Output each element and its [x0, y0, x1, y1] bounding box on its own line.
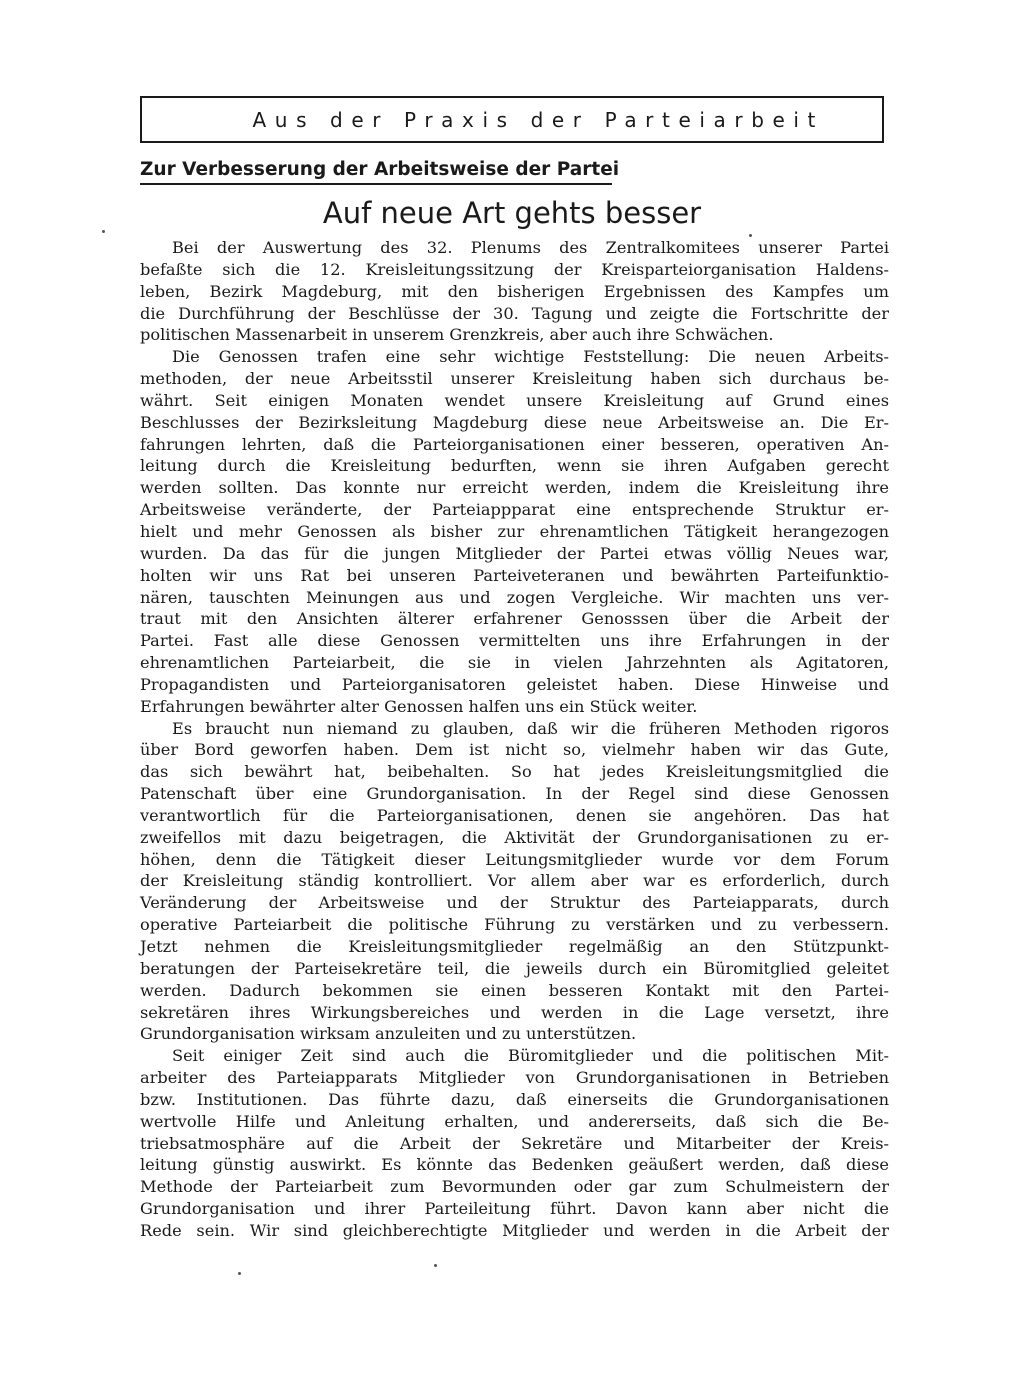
text-line: Methode der Parteiarbeit zum Bevormunden oder gar zum Schulmeistern der [140, 1177, 889, 1197]
text-line: politischen Massenarbeit in unserem Grenzkreis, aber auch ihre Schwächen. [140, 325, 774, 345]
text-line: sekretären ihres Wirkungsbereiches und werden in die Lage versetzt, ihre [140, 1002, 889, 1022]
text-line: Propagandisten und Parteiorganisatoren geleistet haben. Diese Hinweise und [140, 674, 889, 694]
text-line: Veränderung der Arbeitsweise und der Struktur des Parteiapparats, durch [140, 893, 889, 913]
text-line: Beschlusses der Bezirksleitung Magdeburg diese neue Arbeitsweise an. Die Er- [140, 412, 889, 432]
text-line: der Kreisleitung ständig kontrolliert. Vor allem aber war es erforderlich, durch [140, 871, 889, 891]
text-line: Es braucht nun niemand zu glauben, daß wir die früheren Methoden rigoros [172, 718, 889, 738]
text-line: Patenschaft über eine Grundorganisation. In der Regel sind diese Genossen [140, 784, 889, 804]
text-line: Jetzt nehmen die Kreisleitungsmitglieder regelmäßig an den Stützpunkt- [140, 937, 889, 956]
text-line: Erfahrungen bewährter alter Genossen halfen uns ein Stück weiter. [140, 696, 698, 716]
text-line: Grundorganisation wirksam anzuleiten und zu unterstützen. [140, 1024, 637, 1044]
text-line: Bei der Auswertung des 32. Plenums des Zentralkomitees unserer Partei [172, 238, 889, 257]
text-line: Seit einiger Zeit sind auch die Büromitglieder und die politischen Mit- [172, 1046, 889, 1066]
series-title: Zur Verbesserung der Arbeitsweise der Partei [140, 157, 612, 185]
text-line: wertvolle Hilfe und Anleitung erhalten, und andererseits, daß sich die Be- [140, 1111, 889, 1131]
text-line: operative Parteiarbeit die politische Führung zu verstärken und zu verbessern. [140, 915, 889, 935]
text-line: Grundorganisation und ihrer Parteileitung führt. Davon kann aber nicht die [140, 1199, 889, 1219]
text-line: arbeiter des Parteiapparats Mitglieder von Grundorganisationen in Betrieben [140, 1068, 889, 1088]
text-line: Arbeitsweise veränderte, der Parteiappparat eine entsprechende Struktur er- [140, 500, 889, 520]
text-line: das sich bewährt hat, beibehalten. So hat jedes Kreisleitungsmitglied die [140, 762, 889, 782]
article-headline: Auf neue Art gehts besser [322, 196, 702, 230]
text-line: ehrenamtlichen Parteiarbeit, die sie in vielen Jahrzehnten als Agitatoren, [140, 653, 889, 673]
print-speck [434, 1264, 437, 1267]
section-header-text: Aus der Praxis der Parteiarbeit [252, 107, 824, 132]
text-line: Partei. Fast alle diese Genossen vermittelten uns ihre Erfahrungen in der [140, 631, 889, 651]
print-speck [102, 230, 105, 233]
text-line: zweifellos mit dazu beigetragen, die Aktivität der Grundorganisationen zu er- [140, 827, 889, 847]
text-line: werden sollten. Das konnte nur erreicht werden, indem die Kreisleitung ihre [140, 478, 889, 498]
text-line: über Bord geworfen haben. Dem ist nicht so, vielmehr haben wir das Gute, [140, 740, 889, 760]
text-line: holten wir uns Rat bei unseren Parteiveteranen und bewährten Parteifunktio- [140, 565, 889, 585]
text-line: leben, Bezirk Magdeburg, mit den bisherigen Ergebnissen des Kampfes um [140, 281, 889, 301]
text-line: die Durchführung der Beschlüsse der 30. Tagung und zeigte die Fortschritte der [140, 303, 889, 323]
text-line: währt. Seit einigen Monaten wendet unsere Kreisleitung auf Grund eines [140, 390, 889, 410]
text-line: bzw. Institutionen. Das führte dazu, daß einerseits die Grundorganisationen [140, 1089, 889, 1109]
text-line: hielt und mehr Genossen als bisher zur ehrenamtlichen Tätigkeit herangezogen [140, 521, 889, 541]
text-line: wurden. Da das für die jungen Mitglieder der Partei etwas völlig Neues war, [140, 543, 889, 563]
text-line: triebsatmosphäre auf die Arbeit der Sekretäre und Mitarbeiter der Kreis- [140, 1133, 889, 1153]
text-line: nären, tauschten Meinungen aus und zogen Vergleiche. Wir machten uns ver- [140, 587, 889, 607]
text-line: leitung günstig auswirkt. Es könnte das Bedenken geäußert werden, daß diese [140, 1155, 889, 1175]
text-line: werden. Dadurch bekommen sie einen besseren Kontakt mit den Partei- [140, 980, 889, 1000]
print-speck [749, 234, 752, 237]
text-line: traut mit den Ansichten älterer erfahrener Genosssen über die Arbeit der [140, 609, 889, 629]
print-speck [238, 1272, 241, 1275]
section-header-box [140, 96, 884, 143]
text-line: Rede sein. Wir sind gleichberechtigte Mitglieder und werden in die Arbeit der [140, 1220, 889, 1240]
text-line: methoden, der neue Arbeitsstil unserer Kreisleitung haben sich durchaus be- [140, 369, 889, 389]
text-line: beratungen der Parteisekretäre teil, die jeweils durch ein Büromitglied geleitet [140, 958, 889, 978]
text-line: höhen, denn die Tätigkeit dieser Leitungsmitglieder wurde vor dem Forum [140, 849, 889, 869]
text-line: verantwortlich für die Parteiorganisationen, denen sie angehören. Das hat [140, 805, 889, 825]
text-line: Die Genossen trafen eine sehr wichtige Feststellung: Die neuen Arbeits- [172, 347, 889, 367]
text-line: fahrungen lehrten, daß die Parteiorganisationen einer besseren, operativen An- [140, 434, 889, 454]
article-body [140, 237, 889, 1242]
text-line: leitung durch die Kreisleitung bedurften, wenn sie ihren Aufgaben gerecht [140, 456, 889, 476]
text-line: befaßte sich die 12. Kreisleitungssitzung der Kreisparteiorganisation Haldens- [140, 259, 889, 279]
